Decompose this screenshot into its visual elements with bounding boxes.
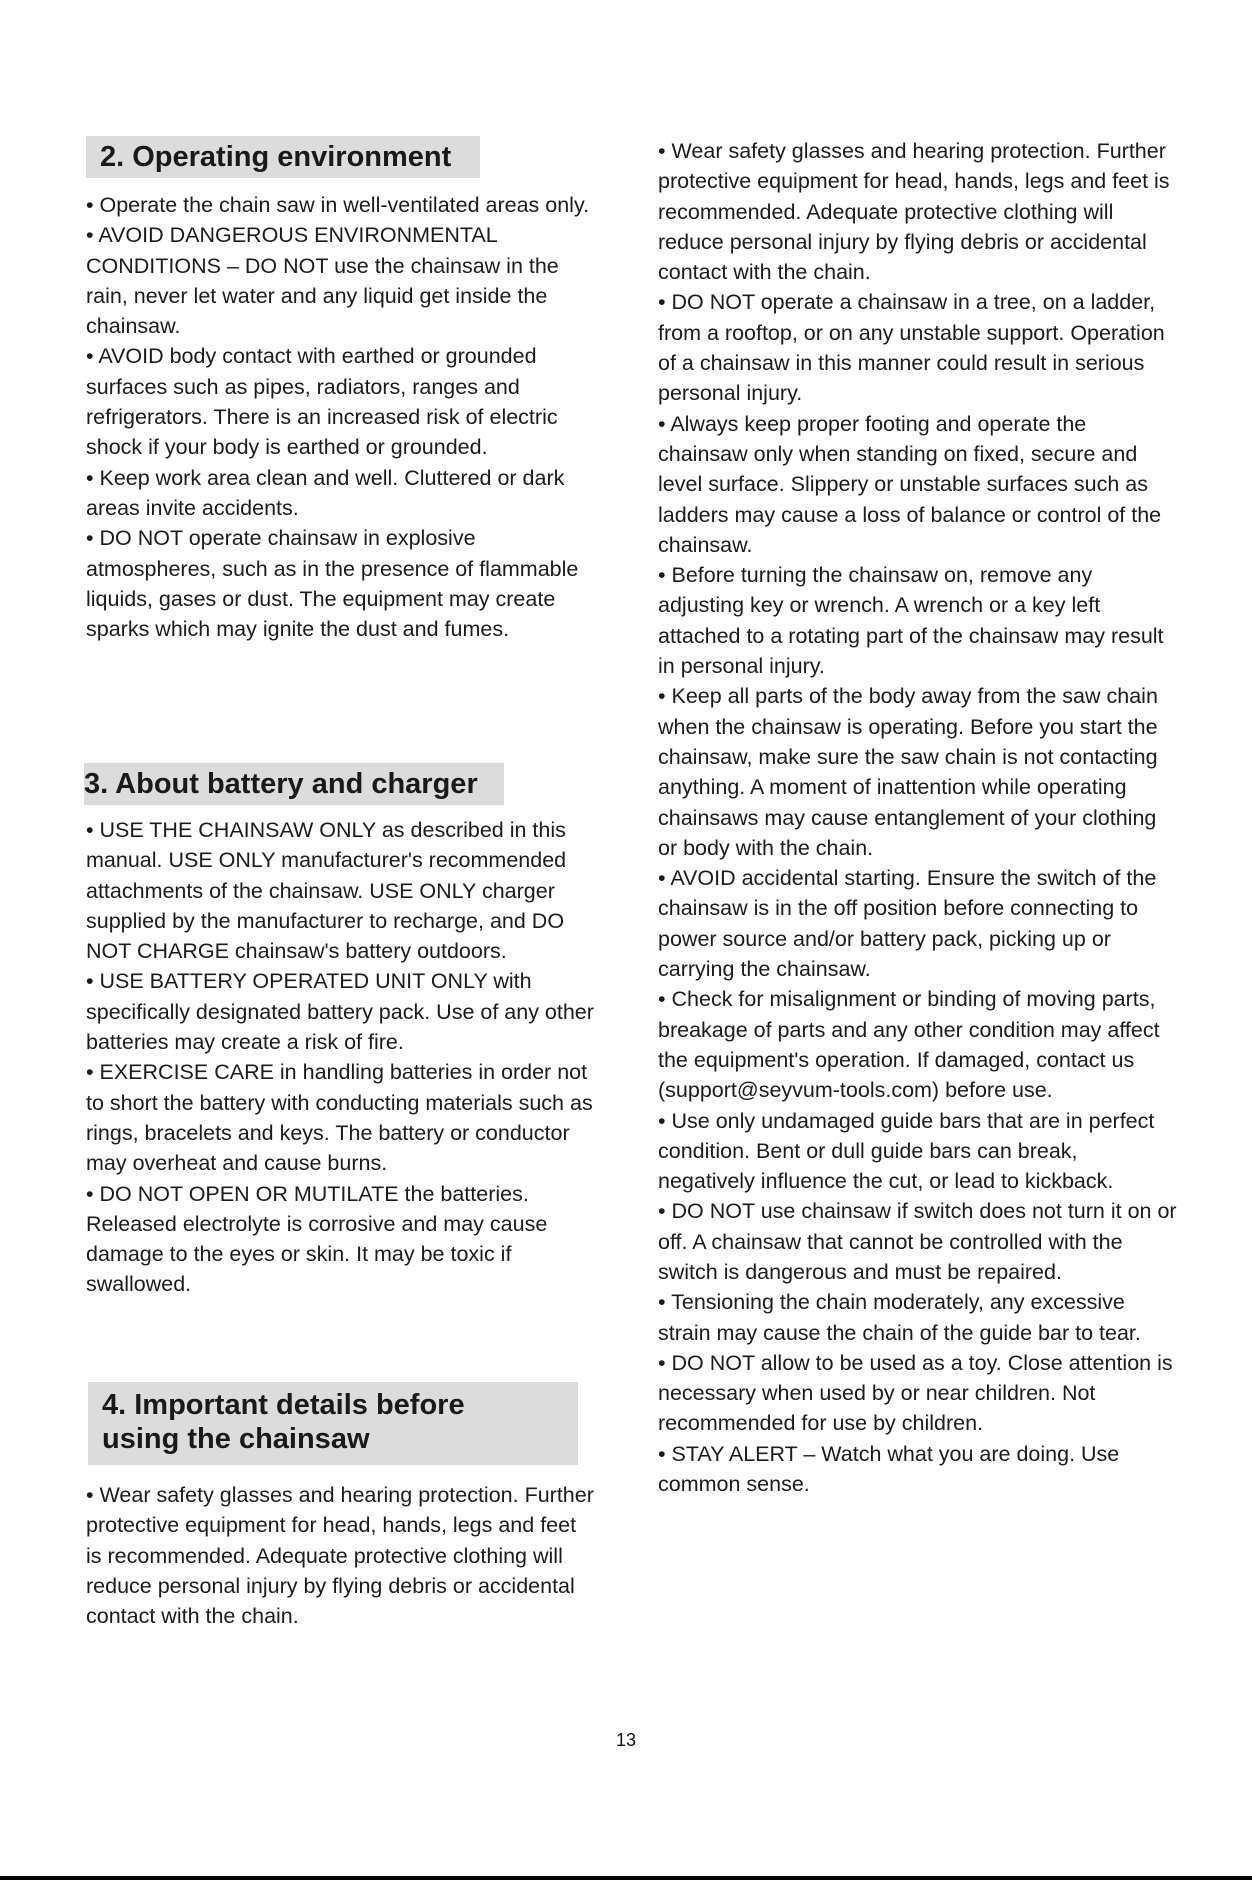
section-heading-battery-charger: 3. About battery and charger xyxy=(84,763,504,805)
bottom-rule xyxy=(0,1876,1252,1880)
paragraph: • USE THE CHAINSAW ONLY as described in this manual. USE ONLY manufacturer's recommended attachments of the chainsaw. USE ONLY charger supplied by the manufacturer to recharge, and DO NOT CHARGE chainsaw's battery outdoors. xyxy=(86,818,567,964)
section-body-operating-environment xyxy=(86,190,596,644)
paragraph: • Always keep proper footing and operate the chainsaw only when standing on fixed, secure and level surface. Slippery or unstable surfaces such as ladders may cause a loss of balance or control of the chainsaw. xyxy=(658,411,1162,557)
paragraph: • Tensioning the chain moderately, any excessive strain may cause the chain of the guide bar to tear. xyxy=(658,1290,1141,1345)
paragraph: • Before turning the chainsaw on, remove any adjusting key or wrench. A wrench or a key left attached to a rotating part of the chainsaw may result in personal injury. xyxy=(658,563,1164,679)
paragraph: • DO NOT operate chainsaw in explosive atmospheres, such as in the presence of flammable liquids, gases or dust. The equipment may create sparks which may ignite the dust and fumes. xyxy=(86,526,579,642)
paragraph: • DO NOT use chainsaw if switch does not turn it on or off. A chainsaw that cannot be controlled with the switch is dangerous and must be repaired. xyxy=(658,1199,1177,1284)
paragraph: • Check for misalignment or binding of moving parts, breakage of parts and any other condition may affect the equipment's operation. If damaged, contact us (support@seyvum-tools.com) before use. xyxy=(658,987,1160,1103)
paragraph: • AVOID accidental starting. Ensure the switch of the chainsaw is in the off position before connecting to power source and/or battery pack, picking up or carrying the chainsaw. xyxy=(658,866,1157,982)
paragraph: • Keep work area clean and well. Cluttered or dark areas invite accidents. xyxy=(86,465,565,520)
paragraph: • Keep all parts of the body away from the saw chain when the chainsaw is operating. Before you start the chainsaw, make sure the saw chain is not contacting anything. A moment of inattention while operating chainsaws may cause entanglement of your clothing or body with the chain. xyxy=(658,684,1158,860)
paragraph: • STAY ALERT – Watch what you are doing. Use common sense. xyxy=(658,1441,1120,1497)
section-heading-operating-environment: 2. Operating environment xyxy=(86,136,480,178)
page-number: 13 xyxy=(615,1730,637,1750)
paragraph: • AVOID body contact with earthed or grounded surfaces such as pipes, radiators, ranges and refrigerators. There is an increased risk of electric shock if your body is earthed or grounded. xyxy=(86,344,558,460)
paragraph: • DO NOT OPEN OR MUTILATE the batteries. Released electrolyte is corrosive and may cause damage to the eyes or skin. It may be toxic if swallowed. xyxy=(86,1181,548,1297)
paragraph: • DO NOT operate a chainsaw in a tree, on a ladder, from a rooftop, or on any unstable support. Operation of a chainsaw in this manner could result in serious personal injury. xyxy=(658,290,1165,406)
paragraph: • Use only undamaged guide bars that are in perfect condition. Bent or dull guide bars can break, negatively influence the cut, or lead to kickback. xyxy=(658,1108,1155,1194)
right-column xyxy=(658,136,1178,1499)
paragraph: • Operate the chain saw in well-ventilated areas only. xyxy=(86,193,590,217)
paragraph: • AVOID DANGEROUS ENVIRONMENTAL CONDITIONS – DO NOT use the chainsaw in the rain, never let water and any liquid get inside the chainsaw. xyxy=(86,223,559,339)
section-body-battery-charger xyxy=(86,815,596,1300)
section-body-important-details xyxy=(86,1480,596,1631)
paragraph: • USE BATTERY OPERATED UNIT ONLY with specifically designated battery pack. Use of any other batteries may create a risk of fire. xyxy=(86,969,594,1055)
paragraph: • Wear safety glasses and hearing protection. Further protective equipment for head, hands, legs and feet is recommended. Adequate protective clothing will reduce personal injury by flying debris or accidental contact with the chain. xyxy=(86,1483,594,1629)
paragraph: • Wear safety glasses and hearing protection. Further protective equipment for head, hands, legs and feet is recommended. Adequate protective clothing will reduce personal injury by flying debris or accidental contact with the chain. xyxy=(658,139,1170,285)
paragraph: • EXERCISE CARE in handling batteries in order not to short the battery with conducting materials such as rings, bracelets and keys. The battery or conductor may overheat and cause burns. xyxy=(86,1060,593,1176)
section-heading-important-details: 4. Important details before using the chainsaw xyxy=(88,1382,578,1465)
paragraph: • DO NOT allow to be used as a toy. Close attention is necessary when used by or near children. Not recommended for use by children. xyxy=(658,1350,1173,1436)
